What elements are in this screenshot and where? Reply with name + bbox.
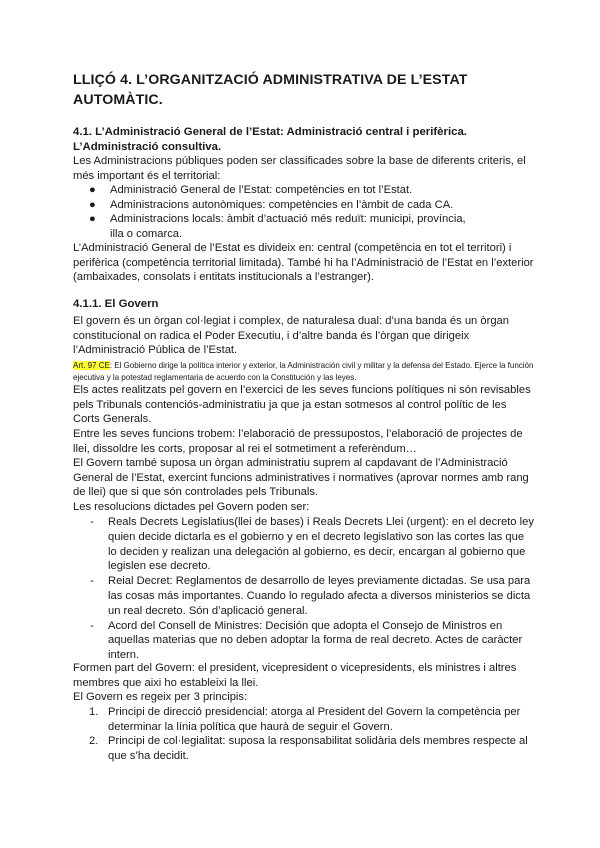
govern-paragraph-5: Les resolucions dictades pel Govern poden ser: xyxy=(73,501,310,513)
list-item xyxy=(73,198,535,213)
list-item-text: Acord del Consell de Ministres: Decisión que adopta el Consejo de Ministros en aquellas materias que no deben adoptar la forma de real decreto. Actes de caràcter intern. xyxy=(108,619,523,662)
administration-types-list xyxy=(73,183,535,241)
list-item xyxy=(73,183,535,198)
govern-paragraph-6: Formen part del Govern: el president, vicepresident o vicepresidents, els ministres i altres membres que aixi ho estableixi la llei. xyxy=(73,662,517,689)
lesson-title: LLIÇÓ 4. L’ORGANITZACIÓ ADMINISTRATIVA DE L’ESTAT AUTOMÀTIC. xyxy=(73,72,468,108)
list-item-text: Administració General de l’Estat: competències en tot l’Estat. xyxy=(110,184,413,196)
section-4-1-1-heading: 4.1.1. El Govern xyxy=(73,298,159,310)
list-item xyxy=(73,574,535,618)
list-item-text: Administracions locals: àmbit d’actuació més reduït: municipi, província, illa o comarca. xyxy=(110,213,466,240)
bullet-icon: ● xyxy=(89,184,96,196)
section-4-1-paragraph: L’Administració General de l’Estat es divideix en: central (competència en tot el territori) i perifèrica (competència territorial limitada). També hi ha l’Administració de l’Estat en l’exterior (ambaixades, consolats i entitats institucionals a l’estranger). xyxy=(73,242,534,284)
bullet-icon: ● xyxy=(89,213,96,226)
govern-paragraph-4: El Govern també suposa un òrgan administratiu suprem al capdavant de l’Administració General de l’Estat, exercint funcions administratives i normatives (aprovar normes amb rang de llei) que si que són controlades pels Tribunals. xyxy=(73,457,529,499)
govern-paragraph-3: Entre les seves funcions trobem: l’elaboració de pressupostos, l’elaboració de projectes de llei, dissoldre les corts, proposar al rei el sotmetiment a referèndum… xyxy=(73,428,523,455)
principles-list xyxy=(73,705,535,763)
list-item xyxy=(73,619,535,663)
number-marker: 1. xyxy=(89,706,99,718)
list-item-text: Principi de direcció presidencial: atorga al President del Govern la competència per determinar la línia política que haurà de seguir el Govern. xyxy=(108,706,521,733)
govern-paragraph-1: El govern és un òrgan col·legiat i complex, de naturalesa dual: d’una banda és un òrgan constitucional on radica el Poder Executiu, i d’altre banda és l’òrgan que dirigeix l’Administració Pública de l’Estat. xyxy=(73,315,509,357)
constitution-article-quote xyxy=(73,360,535,383)
list-item xyxy=(73,212,535,241)
list-item xyxy=(73,705,535,734)
list-item xyxy=(73,515,535,574)
list-item-text: Reial Decret: Reglamentos de desarrollo de leyes previamente dictadas. Se usa para las cosas más importantes. Cuando lo regulado afecta a diversos ministerios se dicta un real decreto. Són d’aplicació general. xyxy=(108,575,531,617)
list-item-text: Reals Decrets Legislatius(llei de bases) i Reals Decrets Llei (urgent): en el decreto ley quien decide dictarla es el gobierno y en el decreto legislativo son las cortes las que lo deciden y realizan una delegación al gobierno, es decir, encargan al gobierno que legislen ese decreto. xyxy=(108,516,534,573)
section-4-1-heading: 4.1. L’Administració General de l’Estat: Administració central i perifèrica. L’Administració consultiva. xyxy=(73,126,467,153)
dash-marker: - xyxy=(90,619,94,632)
govern-paragraph-2: Els actes realitzats pel govern en l’exercici de les seves funcions polítiques ni són revisables pels Tribunals contenciós-administratiu ja que ja estan sotmesos al control polític de les Corts Generals. xyxy=(73,384,531,426)
section-4-1-intro: Les Administracions públiques poden ser classificades sobre la base de diferents criteris, el més important és el territorial: xyxy=(73,155,526,182)
dash-marker: - xyxy=(90,575,94,588)
dash-marker: - xyxy=(90,516,94,528)
article-text: : El Gobierno dirige la política interior y exterior, la Administración civil y militar y la defensa del Estado. Ejerce la función ejecutiva y la potestad reglamentaria de acuerdo con la Constitución y las leyes. xyxy=(73,361,534,382)
govern-paragraph-7: El Govern es regeix per 3 principis: xyxy=(73,691,248,703)
article-reference: Art. 97 CE xyxy=(73,361,110,370)
resolutions-list xyxy=(73,515,535,663)
list-item-text: Principi de col·legialitat: suposa la responsabilitat solidària dels membres respecte al que s’ha decidit. xyxy=(108,735,528,762)
list-item-text: Administracions autonòmiques: competències en l’àmbit de cada CA. xyxy=(110,198,454,211)
bullet-icon: ● xyxy=(89,198,96,211)
list-item xyxy=(73,734,535,763)
number-marker: 2. xyxy=(89,735,99,748)
